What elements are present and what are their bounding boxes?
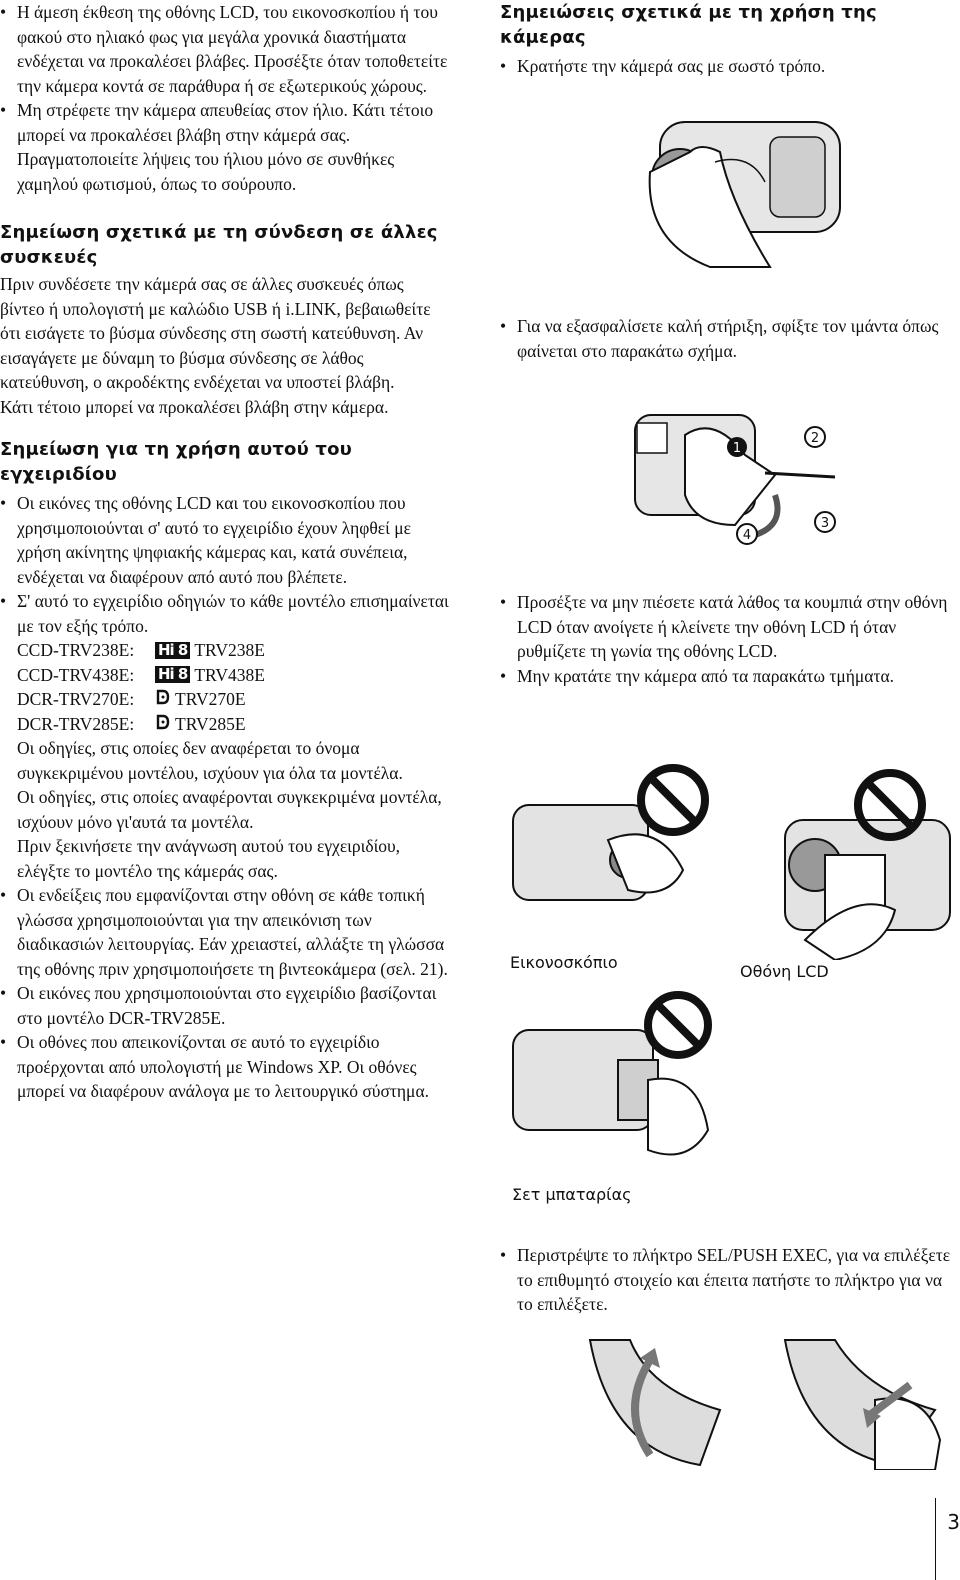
- list-item: • Κρατήστε την κάμερά σας με σωστό τρόπο.: [500, 54, 952, 79]
- model-short: TRV285E: [175, 713, 246, 734]
- camera-list-1: [500, 54, 952, 79]
- list-item: • Μη στρέφετε την κάμερα απευθείας στον ήλιο. Κάτι τέτοιο μπορεί να προκαλέσει βλάβη στην κάμερά σας. Πραγματοποιείτε λήψεις του ήλιου μόνο σε συνθήκες χαμηλού φωτισμού, όπως το σούρουπο.: [0, 98, 452, 196]
- push-dial-illustration: [775, 1330, 945, 1470]
- rotate-dial-illustration: [580, 1330, 730, 1470]
- camera-list-4: [500, 1243, 952, 1317]
- digital8-icon: [155, 714, 171, 734]
- model-row: [17, 638, 452, 663]
- list-item: • Περιστρέψτε το πλήκτρο SEL/PUSH EXEC, για να επιλέξετε το επιθυμητό στοιχείο και έπειτα πατήστε το πλήκτρο για να το επιλέξετε.: [500, 1243, 952, 1317]
- connect-heading: Σημείωση σχετικά με τη σύνδεση σε άλλες συσκευές: [0, 222, 438, 268]
- model-name: DCR-TRV285E:: [17, 713, 135, 734]
- right-block-2: [500, 314, 952, 363]
- list-item: • Οι εικόνες που χρησιμοποιούνται στο εγχειρίδιο βασίζονται στο μοντέλο DCR-TRV285E.: [0, 981, 452, 1030]
- list-item: • Οι ενδείξεις που εμφανίζονται στην οθόνη σε κάθε τοπική γλώσσα χρησιμοποιούνται για την απεικόνιση των διαδικασιών λειτουργίας. Εάν χρειαστεί, αλλάξτε τη γλώσσα της οθόνης πριν χρησιμοποιήσετε τη βιντεοκάμερα (σελ. 21).: [0, 883, 452, 981]
- hold-camera-illustration: [620, 92, 880, 272]
- models-note-2: Οι οδηγίες, στις οποίες αναφέρονται συγκεκριμένα μοντέλα, ισχύουν μόνο γι'αυτά τα μοντέλα.: [17, 787, 442, 832]
- right-block-4: [500, 1243, 952, 1317]
- model-row: [17, 712, 452, 737]
- strap-illustration: [625, 395, 845, 555]
- viewfinder-prohibited-illustration: [508, 760, 718, 940]
- battery-prohibited-illustration: [508, 990, 718, 1170]
- model-name: CCD-TRV238E:: [17, 640, 135, 660]
- models-note-1: Οι οδηγίες, στις οποίες δεν αναφέρεται το όνομα συγκεκριμένου μοντέλου, ισχύουν για όλα τα μοντέλα.: [17, 738, 403, 783]
- hi8-icon: Hi 8: [155, 666, 190, 683]
- digital8-icon: [155, 689, 171, 709]
- camera-notes-heading: Σημειώσεις σχετικά με τη χρήση της κάμερας: [500, 2, 877, 48]
- model-row: [17, 663, 452, 688]
- model-short: TRV270E: [175, 689, 246, 709]
- camera-list-3: [500, 590, 952, 688]
- connect-text-2: Κάτι τέτοιο μπορεί να προκαλέσει βλάβη στην κάμερα.: [0, 396, 389, 417]
- model-row: [17, 687, 452, 712]
- manual-heading: Σημείωση για τη χρήση αυτού του εγχειριδίου: [0, 439, 353, 485]
- model-short: TRV438E: [194, 664, 265, 685]
- left-column: [0, 0, 452, 1104]
- hi8-icon: Hi 8: [155, 642, 190, 659]
- caption-viewfinder: Εικονοσκόπιο: [510, 953, 618, 972]
- strap-step-1: 1: [732, 441, 742, 456]
- list-item: • Η άμεση έκθεση της οθόνης LCD, του εικονοσκοπίου ή του φακού στο ηλιακό φως για μεγάλα χρονικά διαστήματα ενδέχεται να προκαλέσει βλάβες. Προσέξτε όταν τοποθετείτε την κάμερα κοντά σε παράθυρα ή σε εξωτερικούς χώρους.: [0, 0, 452, 98]
- strap-step-2: 2: [810, 431, 820, 446]
- manual-list: [0, 491, 452, 1104]
- list-item: • Προσέξτε να μην πιέσετε κατά λάθος τα κουμπιά στην οθόνη LCD όταν ανοίγετε ή κλείνετε την οθόνη LCD ή όταν ρυθμίζετε τη γωνία της οθόνης LCD.: [500, 590, 952, 664]
- list-item: • Για να εξασφαλίσετε καλή στήριξη, σφίξτε τον ιμάντα όπως φαίνεται στο παρακάτω σχήμα.: [500, 314, 952, 363]
- lcd-prohibited-illustration: [745, 760, 955, 960]
- strap-step-4: 4: [742, 528, 752, 543]
- page-number: 3: [935, 1498, 960, 1580]
- caption-battery: Σετ μπαταρίας: [512, 1185, 632, 1204]
- strap-step-3: 3: [820, 516, 830, 531]
- model-name: DCR-TRV270E:: [17, 689, 135, 709]
- list-item: [0, 589, 452, 883]
- right-column: [500, 0, 952, 79]
- list-item: • Οι εικόνες της οθόνης LCD και του εικονοσκοπίου που χρησιμοποιούνται σ' αυτό το εγχειρίδιο έχουν ληφθεί με χρήση ακίνητης ψηφιακής κάμερας και, κατά συνέπεια, ενδέχεται να διαφέρουν από αυτό που βλέπετε.: [0, 491, 452, 589]
- list-item: • Οι οθόνες που απεικονίζονται σε αυτό το εγχειρίδιο προέρχονται από υπολογιστή με Windows XP. Οι οθόνες μπορεί να διαφέρουν ανάλογα με το λειτουργικό σύστημα.: [0, 1030, 452, 1104]
- connect-text: Πριν συνδέσετε την κάμερά σας σε άλλες συσκευές όπως βίντεο ή υπολογιστή με καλώδιο USB ή i.LINK, βεβαιωθείτε ότι εισάγετε το βύσμα σύνδεσης στη σωστή κατεύθυνση. Αν εισαγάγετε με δύναμη το βύσμα σύνδεσης σε λάθος κατεύθυνση, ο ακροδέκτης ενδέχεται να υποστεί βλάβη.: [0, 274, 431, 392]
- models-note-3: Πριν ξεκινήσετε την ανάγνωση αυτού του εγχειριδίου, ελέγξτε το μοντέλο της κάμεράς σας.: [17, 836, 401, 881]
- caption-lcd: Οθόνη LCD: [740, 962, 829, 981]
- manual-b2-text: Σ' αυτό το εγχειρίδιο οδηγιών το κάθε μοντέλο επισημαίνεται με τον εξής τρόπο.: [17, 591, 449, 636]
- model-name: CCD-TRV438E:: [17, 664, 135, 685]
- list-item: • Μην κρατάτε την κάμερα από τα παρακάτω τμήματα.: [500, 664, 952, 689]
- model-list: [17, 638, 452, 736]
- intro-list: [0, 0, 452, 196]
- camera-list-2: [500, 314, 952, 363]
- model-short: TRV238E: [194, 640, 265, 660]
- right-block-3: [500, 590, 952, 688]
